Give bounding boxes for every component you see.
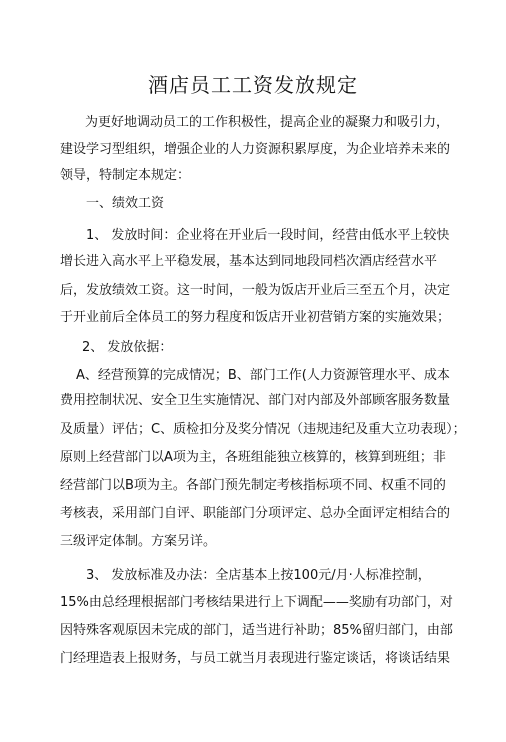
subsection-heading: 2、 发放依据： — [82, 340, 173, 355]
text-line: 三级评定体制。方案另详。 — [60, 534, 217, 549]
text-line: A、经营预算的完成情况；B、部门工作(人力资源管理水平、成本 — [76, 368, 450, 383]
text-line: 及质量）评估；C、质检扣分及奖分情况（违规违纪及重大立功表现）； — [60, 422, 466, 437]
text-line: 经营部门以B项为主。各部门预先制定考核指标项不同、权重不同的 — [60, 478, 446, 493]
text-line: 因特殊客观原因未完成的部门，适当进行补助；85%留归部门，由部 — [60, 623, 453, 638]
text-line: 门经理造表上报财务，与员工就当月表现进行鉴定谈话，将谈话结果 — [60, 651, 451, 666]
text-line: 领导，特制定本规定： — [60, 168, 191, 183]
text-line: 考核表，采用部门自评、职能部门分项评定、总办全面评定相结合的 — [60, 506, 451, 521]
text-line: 原则上经营部门以A项为主，各班组能独立核算的，核算到班组；非 — [60, 450, 446, 465]
section-heading: 一、绩效工资 — [86, 196, 165, 211]
text-line: 建设学习型组织，增强企业的人力资源积累厚度，为企业培养未来的 — [60, 142, 451, 157]
document-title: 酒店员工工资发放规定 — [148, 73, 358, 97]
text-line: 费用控制状况、安全卫生实施情况、部门对内部及外部顾客服务数量 — [60, 393, 451, 408]
text-line: 为更好地调动员工的工作积极性，提高企业的凝聚力和吸引力， — [85, 115, 450, 130]
text-line: 1、 发放时间：企业将在开业后一段时间，经营由低水平上较快 — [86, 228, 450, 243]
text-line: 后，发放绩效工资。这一时间，一般为饭店开业后三至五个月，决定 — [60, 283, 451, 298]
text-line: 3、 发放标准及办法：全店基本上按100元/月·人标准控制， — [86, 568, 431, 583]
text-line: 于开业前后全体员工的努力程度和饭店开业初营销方案的实施效果； — [60, 310, 451, 325]
text-line: 增长进入高水平上平稳发展，基本达到同地段同档次酒店经营水平 — [60, 254, 438, 269]
text-line: 15%由总经理根据部门考核结果进行上下调配——奖励有功部门，对 — [60, 595, 453, 610]
